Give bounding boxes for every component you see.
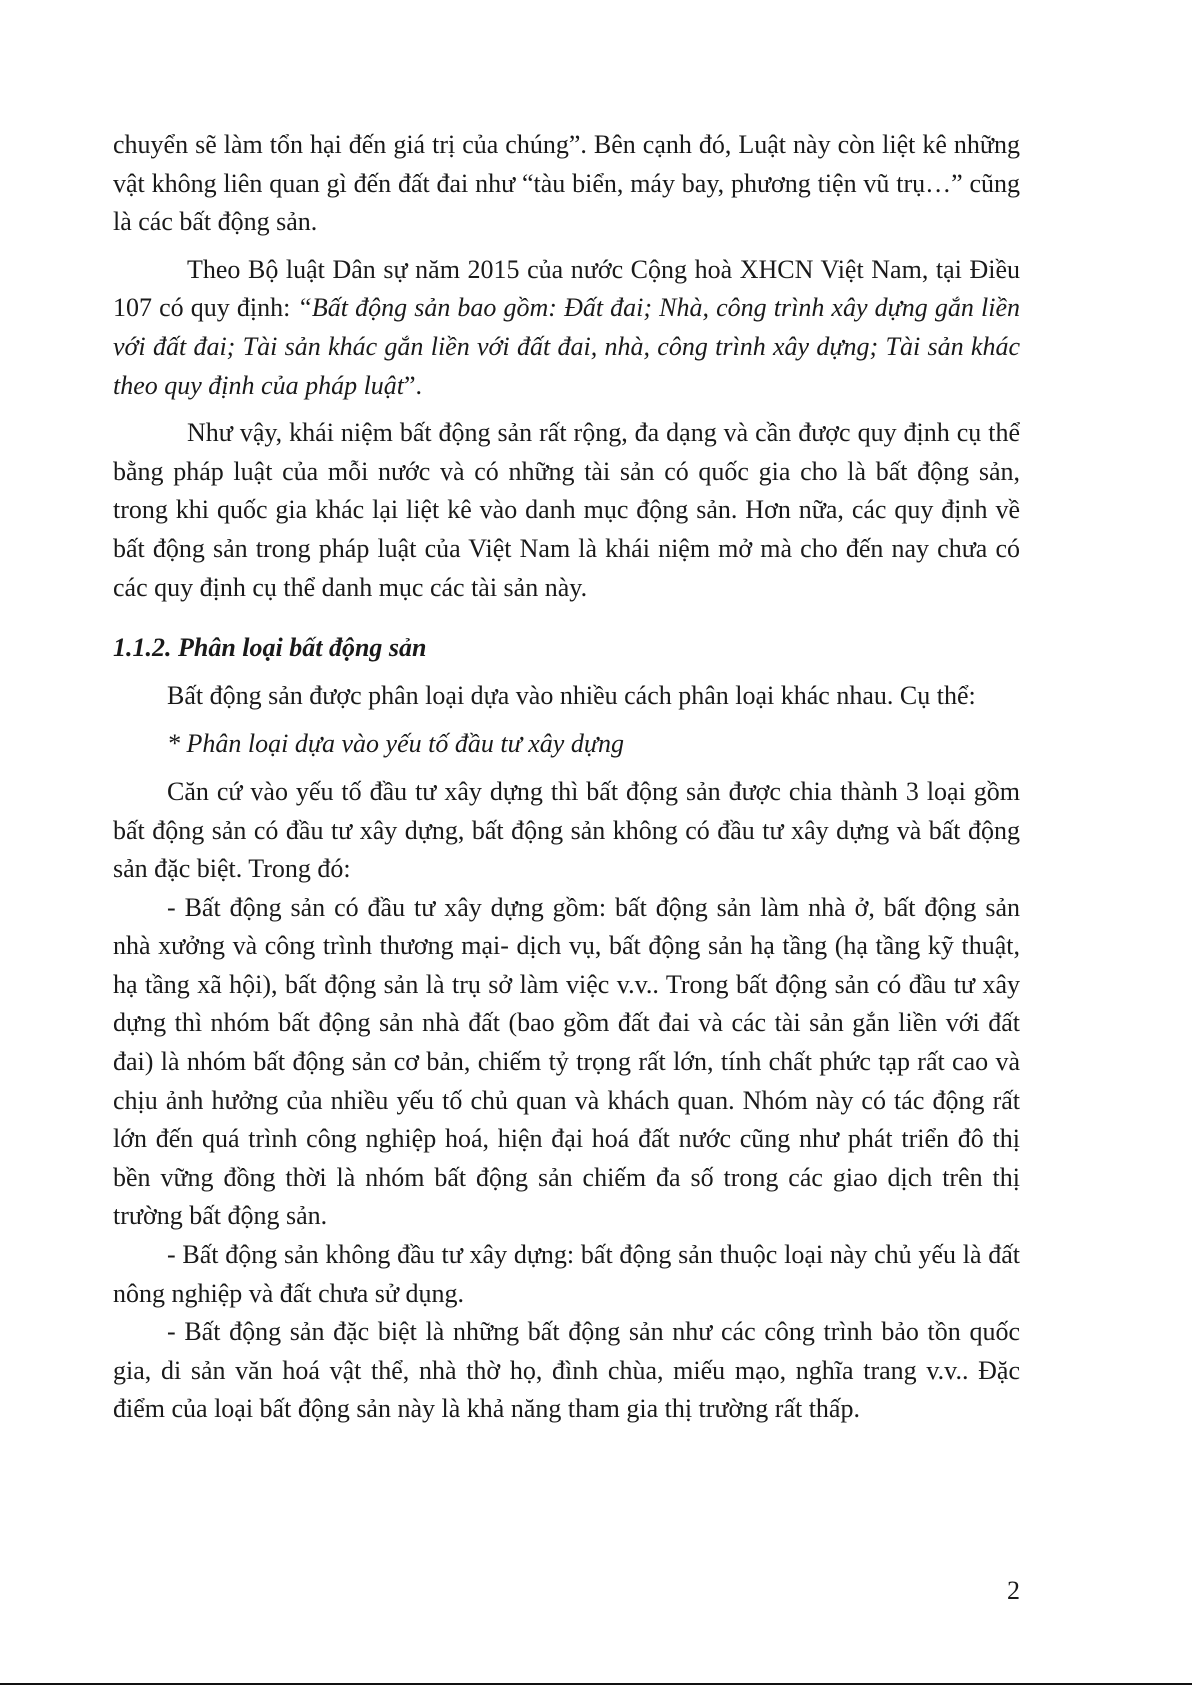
list-item-invested-real-estate: - Bất động sản có đầu tư xây dựng gồm: bất động sản làm nhà ở, bất động sản nhà xưởng và công trình thương mại- dịch vụ, bất động sản hạ tầng (hạ tầng kỹ thuật, hạ tầng xã hội), bất động sản là trụ sở làm việc v.v.. Trong bất động sản có đầu tư xây dựng thì nhóm bất động sản nhà đất (bao gồm đất đai và các tài sản gắn liền với đất đai) là nhóm bất động sản cơ bản, chiếm tỷ trọng rất lớn, tính chất phức tạp rất cao và chịu ảnh hưởng của nhiều yếu tố chủ quan và khách quan. Nhóm này có tác động rất lớn đến quá trình công nghiệp hoá, hiện đại hoá đất nước cũng như phát triển đô thị bền vững đồng thời là nhóm bất động sản chiếm đa số trong các giao dịch trên thị trường bất động sản. bbox=[113, 892, 1020, 1231]
section-heading: 1.1.2. Phân loại bất động sản bbox=[113, 633, 427, 663]
list-item-special-real-estate: - Bất động sản đặc biệt là những bất động sản như các công trình bảo tồn quốc gia, di sản văn hoá vật thể, nhà thờ họ, đình chùa, miếu mạo, nghĩa trang v.v.. Đặc điểm của loại bất động sản này là khả năng tham gia thị trường rất thấp. bbox=[113, 1317, 1020, 1424]
civil-code-quote: “Bất động sản bao gồm: Đất đai; Nhà, công trình xây dựng gắn liền với đất đai; Tài sản khác gắn liền với đất đai, nhà, công trình xây dựng; Tài sản khác theo quy định của pháp luật bbox=[113, 293, 1020, 400]
list-item-non-invested-real-estate: - Bất động sản không đầu tư xây dựng: bất động sản thuộc loại này chủ yếu là đất nông nghiệp và đất chưa sử dụng. bbox=[113, 1240, 1020, 1308]
paragraph-classification-intro: Bất động sản được phân loại dựa vào nhiều cách phân loại khác nhau. Cụ thể: bbox=[167, 680, 976, 710]
civil-code-lead: Theo Bộ luật Dân sự năm 2015 của nước Cộng hoà XHCN Việt Nam, tại Điều 107 có quy định: bbox=[113, 254, 1020, 323]
paragraph-investment-basis: Căn cứ vào yếu tố đầu tư xây dựng thì bất động sản được chia thành 3 loại gồm bất động sản có đầu tư xây dựng, bất động sản không có đầu tư xây dựng và bất động sản đặc biệt. Trong đó: bbox=[113, 776, 1020, 884]
paragraph-concept: Như vậy, khái niệm bất động sản rất rộng, đa dạng và cần được quy định cụ thể bằng pháp luật của mỗi nước và có những tài sản có quốc gia cho là bất động sản, trong khi quốc gia khác lại liệt kê vào danh mục động sản. Hơn nữa, các quy định về bất động sản trong pháp luật của Việt Nam là khái niệm mở mà cho đến nay chưa có các quy định cụ thể danh mục các tài sản này. bbox=[113, 418, 1020, 602]
subheading-investment: * Phân loại dựa vào yếu tố đầu tư xây dựng bbox=[167, 729, 625, 759]
paragraph-civil-code bbox=[113, 251, 1020, 405]
document-page bbox=[113, 126, 1020, 1429]
civil-code-tail: ”. bbox=[404, 370, 423, 400]
page-number: 2 bbox=[1007, 1576, 1020, 1605]
paragraph-continuation: chuyển sẽ làm tổn hại đến giá trị của chúng”. Bên cạnh đó, Luật này còn liệt kê những vật không liên quan gì đến đất đai như “tàu biển, máy bay, phương tiện vũ trụ…” cũng là các bất động sản. bbox=[113, 130, 1020, 237]
